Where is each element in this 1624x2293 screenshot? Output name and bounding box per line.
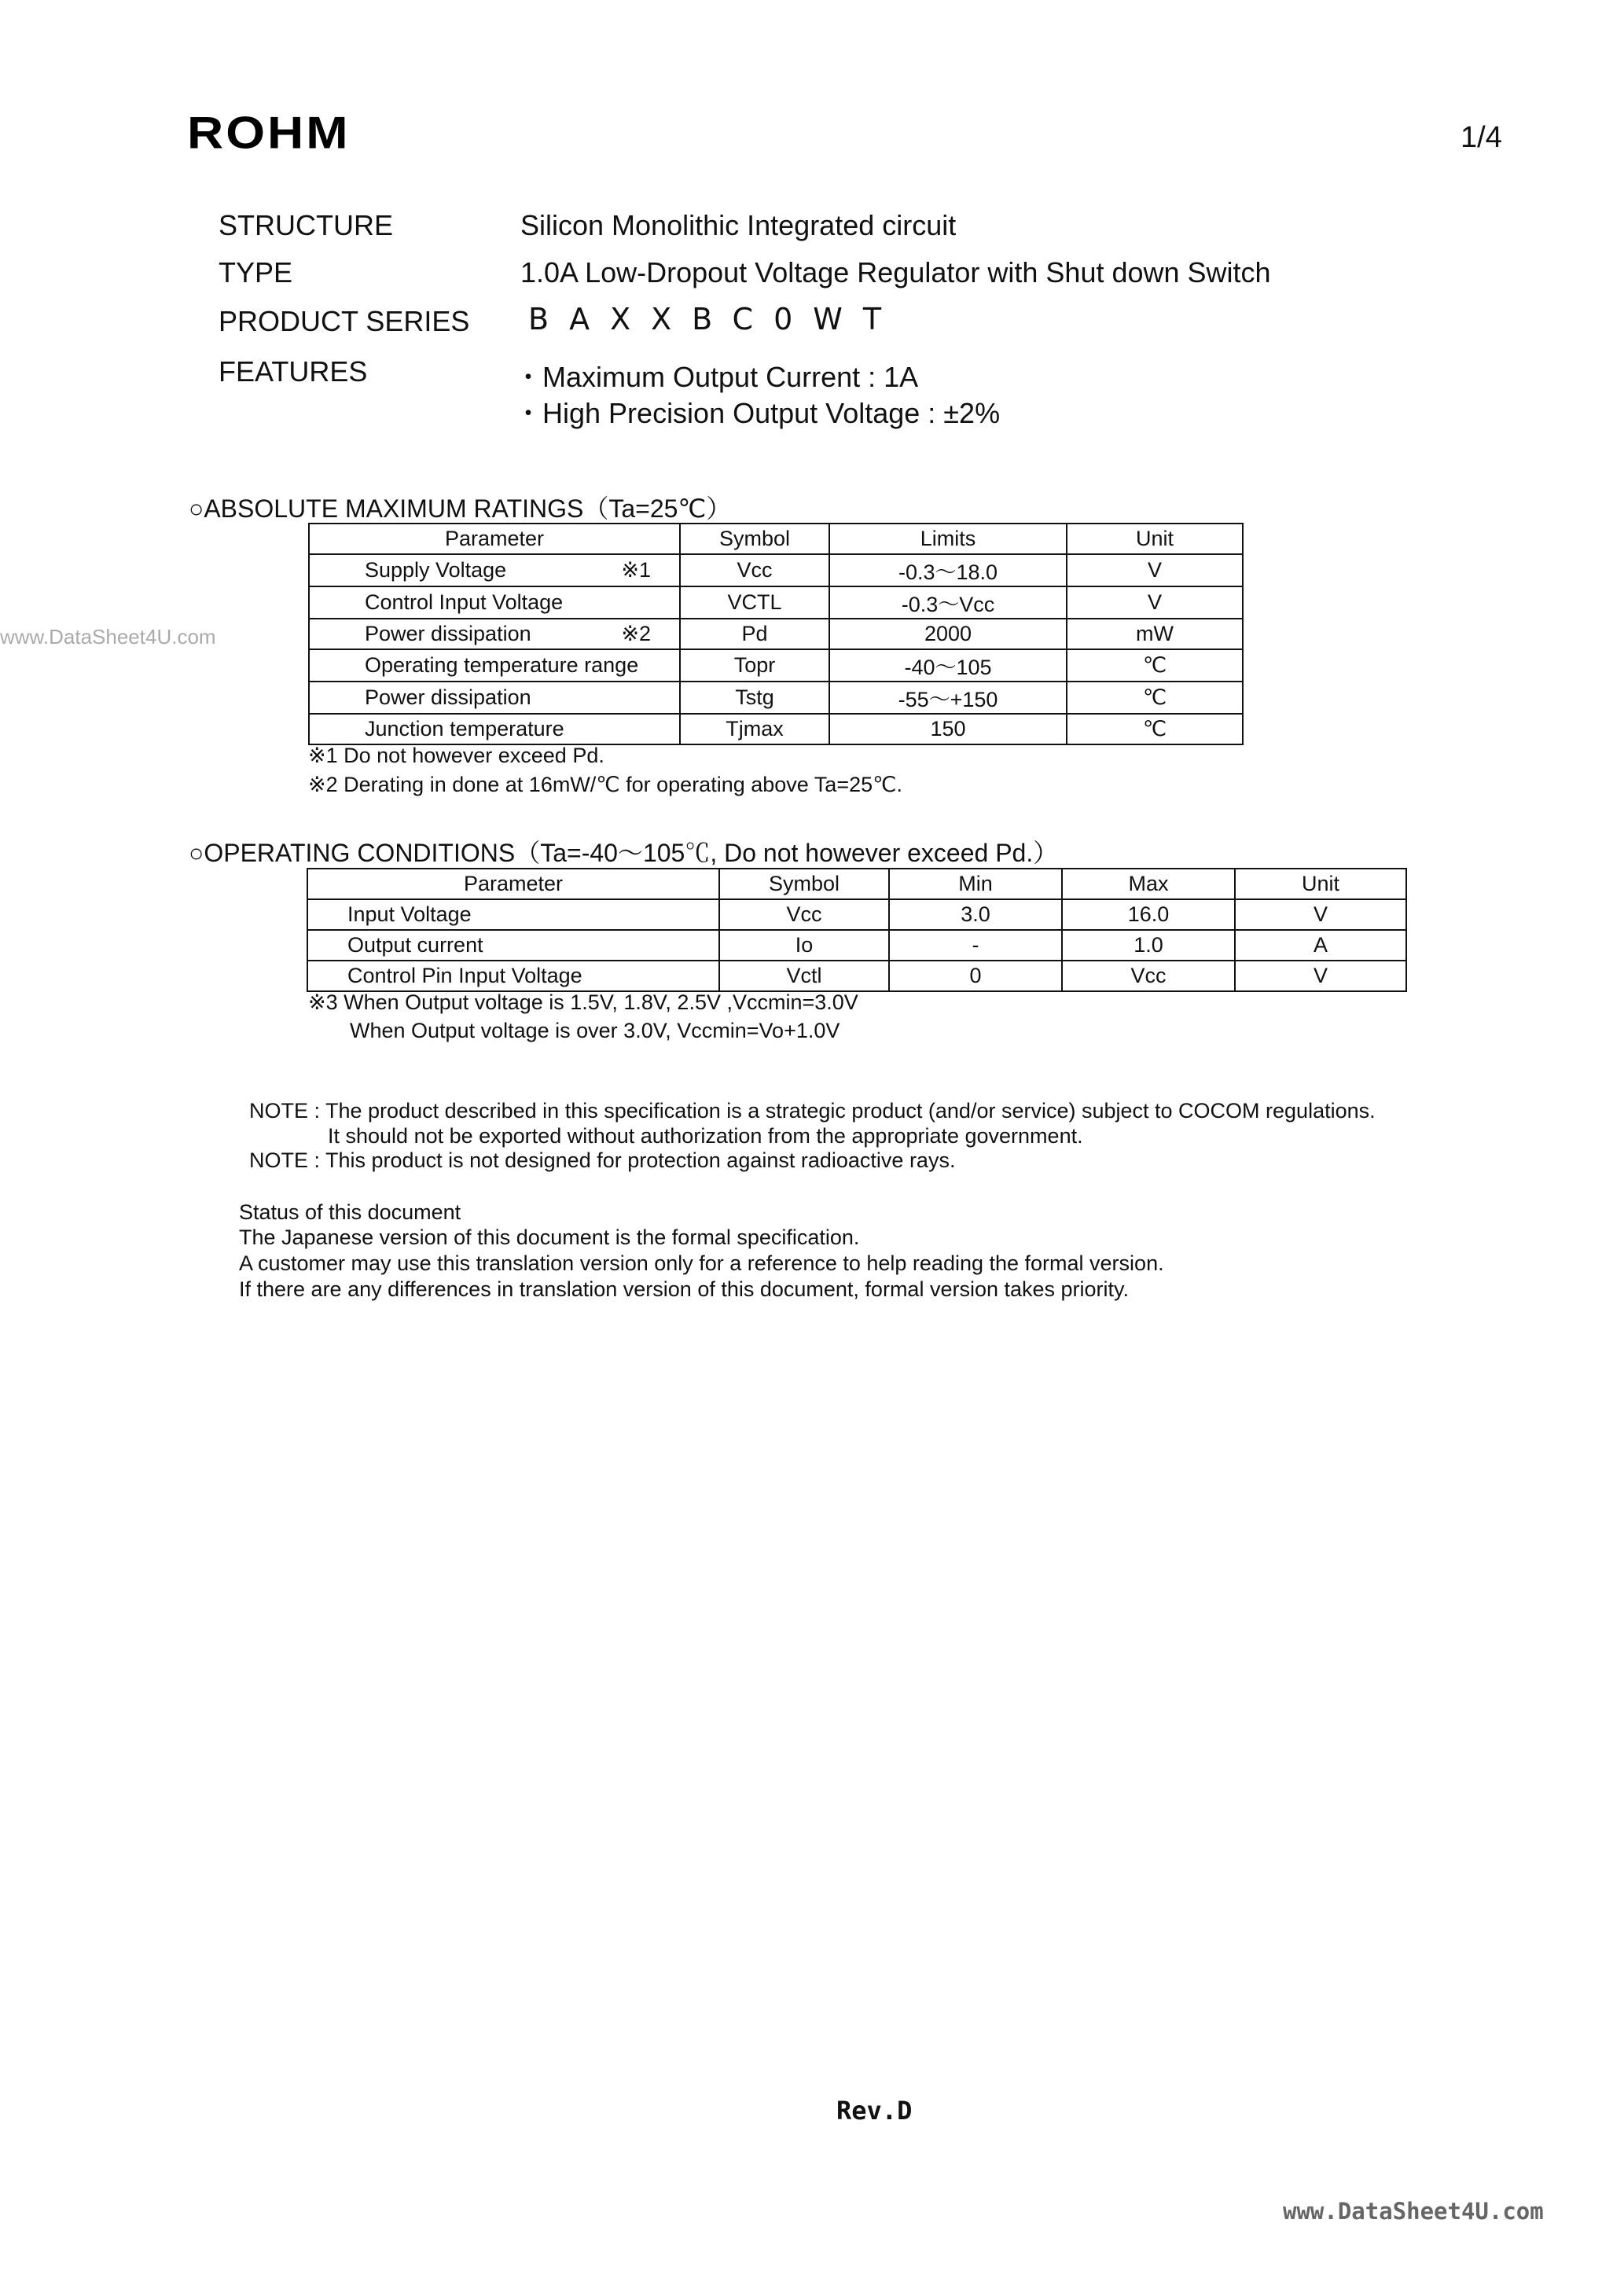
header-cell: Unit [1235,869,1406,899]
unit-cell: V [1235,899,1406,930]
limits-cell: 150 [829,714,1067,744]
op-cond-title: ○OPERATING CONDITIONS（Ta=-40～105℃, Do not however exceed Pd.） [189,839,1059,867]
status-line: A customer may use this translation version only for a reference to help reading the formal version. [239,1251,1164,1275]
product-series-label: PRODUCT SERIES [219,305,470,337]
symbol-cell: Io [719,930,889,961]
footnote-3: ※3 When Output voltage is 1.5V, 1.8V, 2.5V ,Vccmin=3.0V [308,990,858,1014]
features-label: FEATURES [219,355,368,388]
header-cell: Max [1062,869,1235,899]
param-cell: Control Input Voltage [309,586,680,619]
param-cell: Supply Voltage ※1 [309,554,680,586]
unit-cell: mW [1067,619,1243,649]
header-cell: Symbol [719,869,889,899]
type-label: TYPE [219,256,293,288]
structure-value: Silicon Monolithic Integrated circuit [520,209,957,241]
abs-max-title: ○ABSOLUTE MAXIMUM RATINGS（Ta=25℃） [189,494,732,523]
symbol-cell: Pd [680,619,829,649]
footnote-mark: ※1 [621,558,651,582]
param-cell: Junction temperature [309,714,680,744]
table-row [307,961,1406,991]
feature-item: ・High Precision Output Voltage : ±2% [514,397,1001,429]
unit-cell: V [1235,961,1406,991]
footnote-3-line2: When Output voltage is over 3.0V, Vccmin=Vo+1.0V [350,1019,840,1042]
limits-cell: -40～105 [829,649,1067,682]
limits-cell: -0.3～Vcc [829,586,1067,619]
side-watermark: www.DataSheet4U.com [0,625,216,649]
type-value: 1.0A Low-Dropout Voltage Regulator with Shut down Switch [520,256,1271,288]
limits-cell: 2000 [829,619,1067,649]
footer-watermark: www.DataSheet4U.com [1283,2198,1544,2225]
symbol-cell: Tjmax [680,714,829,744]
table-row [309,554,1243,586]
rohm-logo: ROHM [187,107,351,159]
table-row [309,649,1243,682]
footnote-mark: ※2 [621,622,651,645]
table-row [309,619,1243,649]
header-cell: Unit [1067,524,1243,554]
max-cell: 1.0 [1062,930,1235,961]
unit-cell: V [1067,586,1243,619]
table-header-row [309,524,1243,554]
table-row [307,930,1406,961]
min-cell: 3.0 [889,899,1062,930]
limits-cell: -55～+150 [829,682,1067,714]
unit-cell: A [1235,930,1406,961]
param-cell: Power dissipation ※2 [309,619,680,649]
footnote-2: ※2 Derating in done at 16mW/℃ for operating above Ta=25℃. [308,773,902,796]
status-heading: Status of this document [239,1200,461,1224]
min-cell: - [889,930,1062,961]
product-series-value: BAXXBC0WT [528,302,902,336]
unit-cell: ℃ [1067,682,1243,714]
param-cell: Operating temperature range [309,649,680,682]
status-line: If there are any differences in translation version of this document, formal version takes priority. [239,1277,1130,1301]
structure-label: STRUCTURE [219,209,393,241]
revision-label: Rev.D [836,2096,913,2126]
unit-cell: ℃ [1067,714,1243,744]
op-cond-table [307,868,1407,992]
symbol-cell: VCTL [680,586,829,619]
symbol-cell: Tstg [680,682,829,714]
note-radioactive: NOTE : This product is not designed for protection against radioactive rays. [249,1148,956,1172]
symbol-cell: Topr [680,649,829,682]
param-cell: Control Pin Input Voltage [307,961,719,991]
param-cell: Input Voltage [307,899,719,930]
page-number: 1/4 [1460,121,1502,154]
param-cell: Power dissipation [309,682,680,714]
max-cell: 16.0 [1062,899,1235,930]
footnote-1: ※1 Do not however exceed Pd. [308,744,604,767]
symbol-cell: Vcc [719,899,889,930]
table-row [309,586,1243,619]
header-cell: Symbol [680,524,829,554]
note-cocom-line2: It should not be exported without authorization from the appropriate government. [328,1124,1083,1148]
header-cell: Parameter [307,869,719,899]
unit-cell: V [1067,554,1243,586]
min-cell: 0 [889,961,1062,991]
max-cell: Vcc [1062,961,1235,991]
header-cell: Limits [829,524,1067,554]
unit-cell: ℃ [1067,649,1243,682]
status-line: The Japanese version of this document is the formal specification. [239,1226,860,1249]
table-row [307,899,1406,930]
table-row [309,714,1243,744]
header-cell: Min [889,869,1062,899]
table-row [309,682,1243,714]
limits-cell: -0.3～18.0 [829,554,1067,586]
abs-max-table [308,523,1244,745]
symbol-cell: Vctl [719,961,889,991]
feature-item: ・Maximum Output Current : 1A [514,361,919,393]
param-cell: Output current [307,930,719,961]
table-header-row [307,869,1406,899]
header-cell: Parameter [309,524,680,554]
note-cocom: NOTE : The product described in this specification is a strategic product (and/or service) subject to COCOM regulations. [249,1099,1376,1123]
symbol-cell: Vcc [680,554,829,586]
